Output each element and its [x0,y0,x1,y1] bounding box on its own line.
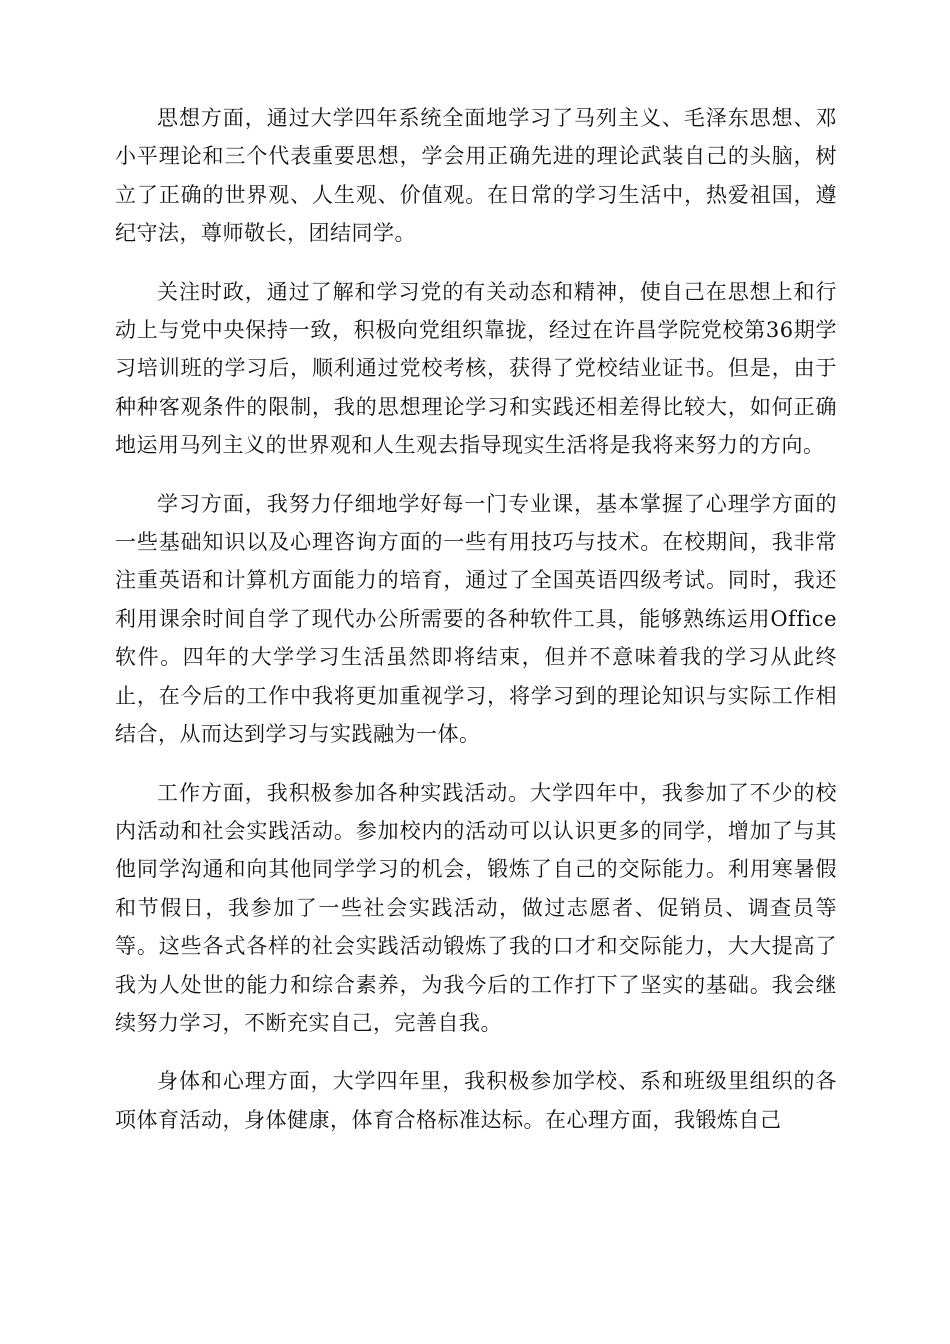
document-page [115,99,837,1159]
paragraph-current-affairs: 关注时政，通过了解和学习党的有关动态和精神，使自己在思想上和行动上与党中央保持一致，积极向党组织靠拢，经过在许昌学院党校第36期学习培训班的学习后，顺利通过党校考核，获得了党校结业证书。但是，由于种种客观条件的限制，我的思想理论学习和实践还相差得比较大，如何正确地运用马列主义的世界观和人生观去指导现实生活将是我将来努力的方向。 [115,279,837,458]
paragraph-ideology: 思想方面，通过大学四年系统全面地学习了马列主义、毛泽东思想、邓小平理论和三个代表重要思想，学会用正确先进的理论武装自己的头脑，树立了正确的世界观、人生观、价值观。在日常的学习生活中，热爱祖国，遵纪守法，尊师敬长，团结同学。 [115,106,837,246]
paragraph-study: 学习方面，我努力仔细地学好每一门专业课，基本掌握了心理学方面的一些基础知识以及心理咨询方面的一些有用技巧与技术。在校期间，我非常注重英语和计算机方面能力的培育，通过了全国英语四级考试。同时，我还利用课余时间自学了现代办公所需要的各种软件工具，能够熟练运用Office软件。四年的大学学习生活虽然即将结束，但并不意味着我的学习从此终止，在今后的工作中我将更加重视学习，将学习到的理论知识与实际工作相结合，从而达到学习与实践融为一体。 [115,491,837,747]
paragraph-work: 工作方面，我积极参加各种实践活动。大学四年中，我参加了不少的校内活动和社会实践活动。参加校内的活动可以认识更多的同学，增加了与其他同学沟通和向其他同学学习的机会，锻炼了自己的交际能力。利用寒暑假和节假日，我参加了一些社会实践活动，做过志愿者、促销员、调查员等等。这些各式各样的社会实践活动锻炼了我的口才和交际能力，大大提高了我为人处世的能力和综合素养，为我今后的工作打下了坚实的基础。我会继续努力学习，不断充实自己，完善自我。 [115,780,837,1035]
paragraph-body-mind: 身体和心理方面，大学四年里，我积极参加学校、系和班级里组织的各项体育活动，身体健康，体育合格标准达标。在心理方面，我锻炼自己 [115,1069,837,1132]
